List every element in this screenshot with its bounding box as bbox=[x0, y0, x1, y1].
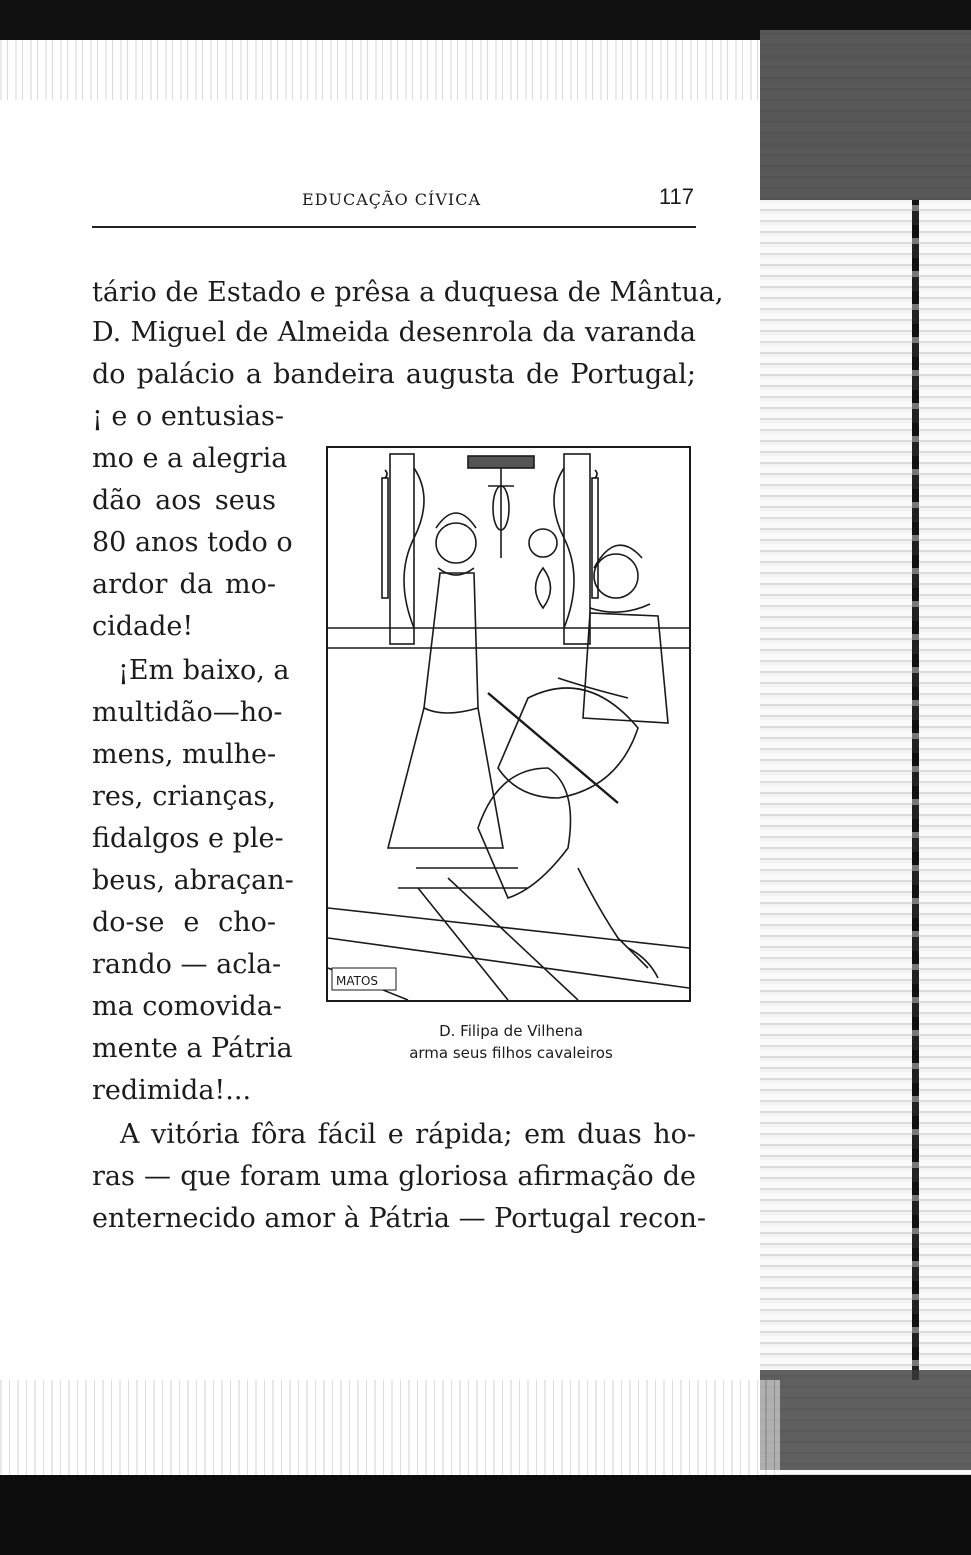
text-line: 80 anos todo o bbox=[92, 527, 293, 558]
text-line: redimida!... bbox=[92, 1075, 252, 1106]
running-header bbox=[92, 184, 696, 212]
header-rule bbox=[92, 226, 696, 228]
text-line: mente a Pátria bbox=[92, 1033, 293, 1064]
text-line: A vitória fôra fácil e rápida; em duas ho- bbox=[120, 1119, 696, 1150]
page-number: 117 bbox=[658, 184, 694, 209]
text-line: res, crianças, bbox=[92, 781, 276, 812]
text-line: cidade! bbox=[92, 611, 194, 642]
text-line: dão aos seus bbox=[92, 485, 276, 516]
caption-line: arma seus filhos cavaleiros bbox=[409, 1044, 613, 1062]
text-line: ¡Em baixo, a bbox=[118, 655, 290, 686]
text-line: multidão—ho- bbox=[92, 697, 283, 728]
text-line: fidalgos e ple- bbox=[92, 823, 284, 854]
text-line: beus, abraçan- bbox=[92, 865, 294, 896]
illustrator-signature: MATOS bbox=[336, 974, 379, 988]
text-line: mo e a alegria bbox=[92, 443, 288, 474]
text-line: do palácio a bandeira augusta de Portugal; bbox=[92, 359, 696, 390]
text-line: D. Miguel de Almeida desenrola da varanda bbox=[92, 317, 696, 348]
text-line: ras — que foram uma gloriosa afirmação de bbox=[92, 1161, 696, 1192]
header-title: EDUCAÇÃO CÍVICA bbox=[302, 190, 482, 209]
illustration-drawing bbox=[328, 448, 689, 1000]
text-line: ¡ e o entusias- bbox=[92, 401, 285, 432]
text-line: do-se e cho- bbox=[92, 907, 276, 938]
text-line: tário de Estado e prêsa a duquesa de Mântua, bbox=[92, 277, 724, 308]
illustration bbox=[326, 446, 691, 1002]
text-line: ma comovida- bbox=[92, 991, 282, 1022]
text-line: rando — acla- bbox=[92, 949, 282, 980]
text-line: enternecido amor à Pátria — Portugal recon- bbox=[92, 1203, 707, 1234]
text-line: ardor da mo- bbox=[92, 569, 276, 600]
caption-line: D. Filipa de Vilhena bbox=[439, 1022, 583, 1040]
figure-caption bbox=[376, 1020, 646, 1064]
text-line: mens, mulhe- bbox=[92, 739, 277, 770]
